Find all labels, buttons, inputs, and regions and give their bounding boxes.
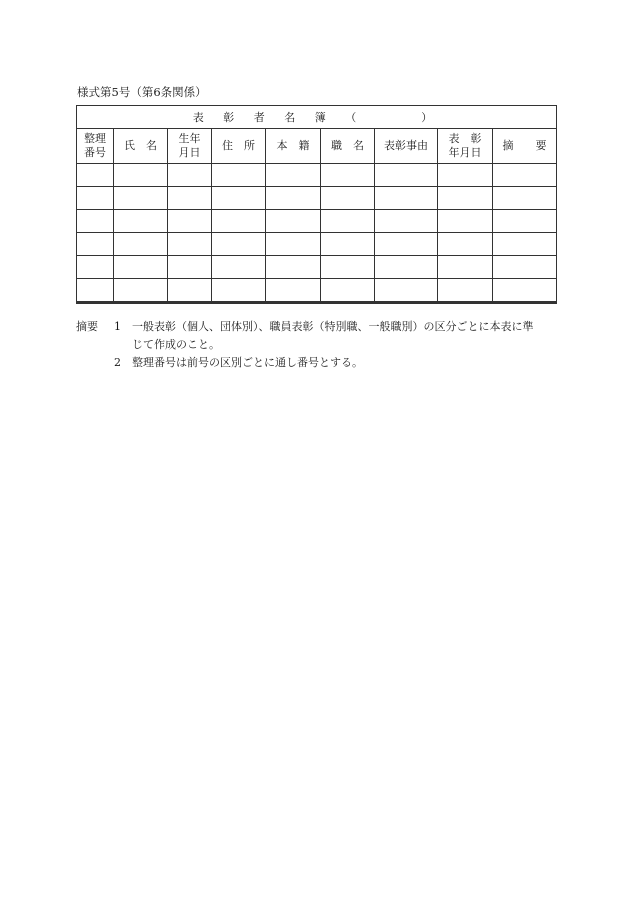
table-title: 表 彰 者 名 簿 （ ）: [77, 106, 557, 129]
note-1-number: 1: [114, 320, 121, 333]
table-row: [77, 210, 557, 233]
awardee-register-table: [76, 105, 557, 302]
col-header-award-date: 表 彰 年月日: [438, 129, 493, 164]
note-1-text: 一般表彰（個人、団体別）、職員表彰（特別職、一般職別）の区分ごとに本表に準: [132, 320, 534, 333]
col-header-reason: 表彰事由: [375, 129, 438, 164]
table-bottom-rule: [76, 301, 557, 304]
table-row: [77, 233, 557, 256]
table-row: [77, 279, 557, 302]
table-row: [77, 187, 557, 210]
table-row: [77, 256, 557, 279]
note-2-number: 2: [114, 356, 121, 369]
form-number-label: 様式第5号（第6条関係）: [77, 85, 207, 99]
note-1-continuation: じて作成のこと。: [132, 338, 220, 351]
col-header-remarks: 摘 要: [493, 129, 557, 164]
table-row: [77, 164, 557, 187]
note-2-text: 整理番号は前号の区別ごとに通し番号とする。: [132, 356, 363, 369]
col-header-seq-no: 整理 番号: [77, 129, 114, 164]
col-header-name: 氏 名: [114, 129, 168, 164]
notes-label: 摘要: [76, 320, 98, 333]
col-header-position: 職 名: [321, 129, 375, 164]
col-header-domicile: 本 籍: [266, 129, 321, 164]
notes-section: [76, 318, 534, 372]
col-header-birthdate: 生年 月日: [168, 129, 212, 164]
col-header-address: 住 所: [212, 129, 266, 164]
